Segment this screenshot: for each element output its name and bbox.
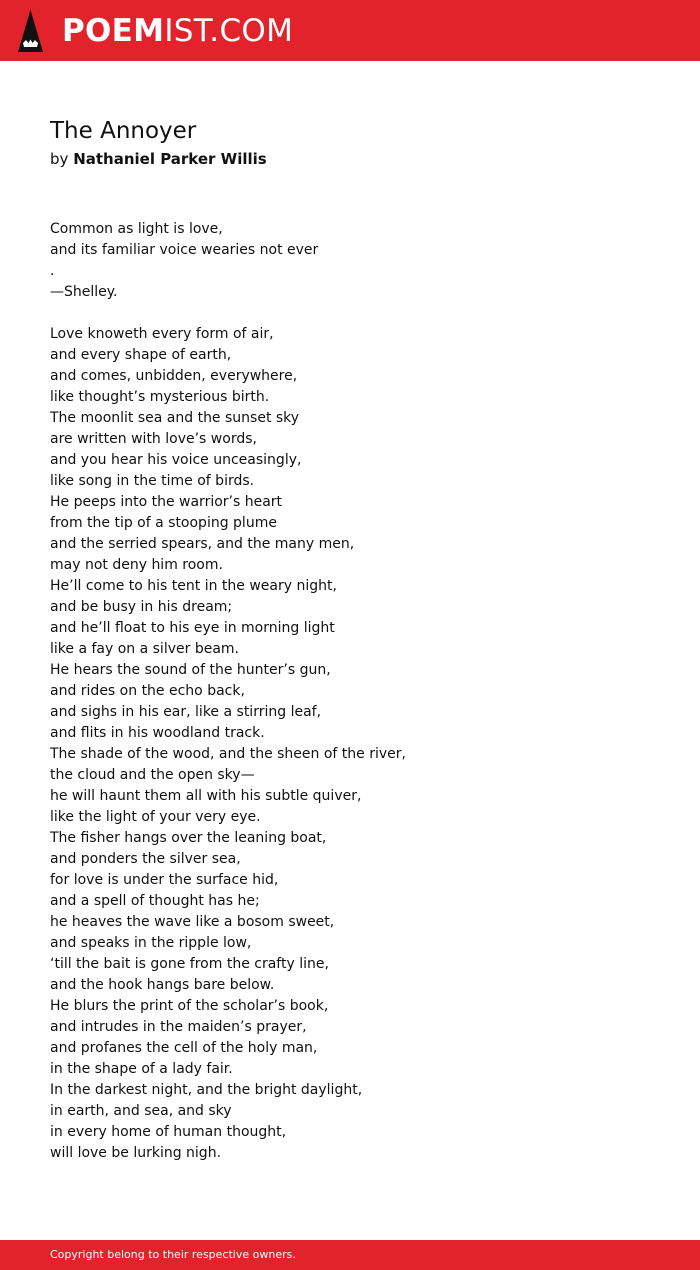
poem-line: and intrudes in the maiden’s prayer, bbox=[50, 1019, 307, 1035]
poem-line: he heaves the wave like a bosom sweet, bbox=[50, 914, 335, 930]
poem-line: like song in the time of birds. bbox=[50, 473, 255, 489]
poem-byline bbox=[50, 148, 267, 170]
poem-body bbox=[50, 219, 670, 1164]
brand-name-bold: POEM bbox=[62, 13, 165, 49]
copyright-text: Copyright belong to their respective owners. bbox=[50, 1248, 296, 1261]
poem-line: and speaks in the ripple low, bbox=[50, 935, 252, 951]
poem-line: from the tip of a stooping plume bbox=[50, 515, 277, 531]
poem-line: The fisher hangs over the leaning boat, bbox=[50, 830, 327, 846]
poem-line: He blurs the print of the scholar’s book, bbox=[50, 998, 329, 1014]
poem-line: like the light of your very eye. bbox=[50, 809, 261, 825]
by-label: by bbox=[50, 150, 69, 168]
poem-line: in earth, and sea, and sky bbox=[50, 1103, 232, 1119]
poem-line: and a spell of thought has he; bbox=[50, 893, 260, 909]
poem-line: The moonlit sea and the sunset sky bbox=[50, 410, 300, 426]
poem-line bbox=[50, 303, 670, 324]
poem-line: and flits in his woodland track. bbox=[50, 725, 265, 741]
poem-line: will love be lurking nigh. bbox=[50, 1145, 222, 1161]
site-logo-link[interactable] bbox=[18, 9, 293, 53]
author-link[interactable]: Nathaniel Parker Willis bbox=[73, 150, 267, 168]
brand-name-light: IST.COM bbox=[164, 13, 294, 49]
poem-line: and profanes the cell of the holy man, bbox=[50, 1040, 318, 1056]
poem-line: He peeps into the warrior’s heart bbox=[50, 494, 283, 510]
poem-line: the cloud and the open sky— bbox=[50, 767, 255, 783]
poem-line: in the shape of a lady fair. bbox=[50, 1061, 233, 1077]
poem-line: In the darkest night, and the bright daylight, bbox=[50, 1082, 363, 1098]
poem-line: Common as light is love, bbox=[50, 221, 223, 237]
site-header bbox=[0, 0, 700, 61]
poem-line: —Shelley. bbox=[50, 284, 118, 300]
poem-line: for love is under the surface hid, bbox=[50, 872, 279, 888]
poem-line: The shade of the wood, and the sheen of the river, bbox=[50, 746, 406, 762]
brand-name bbox=[62, 13, 293, 49]
poem-line: and sighs in his ear, like a stirring leaf, bbox=[50, 704, 322, 720]
poem-line: and you hear his voice unceasingly, bbox=[50, 452, 302, 468]
poem-line: and comes, unbidden, everywhere, bbox=[50, 368, 298, 384]
poem-line: may not deny him room. bbox=[50, 557, 223, 573]
poem-line: and rides on the echo back, bbox=[50, 683, 245, 699]
poem-line: He’ll come to his tent in the weary night, bbox=[50, 578, 337, 594]
poem-line: . bbox=[50, 263, 55, 279]
poem-line: he will haunt them all with his subtle quiver, bbox=[50, 788, 362, 804]
poem-line: are written with love’s words, bbox=[50, 431, 257, 447]
site-footer bbox=[0, 1240, 700, 1270]
poem-line: like thought’s mysterious birth. bbox=[50, 389, 270, 405]
pencil-icon bbox=[18, 10, 43, 52]
poem-line: He hears the sound of the hunter’s gun, bbox=[50, 662, 331, 678]
poem-line: and he’ll float to his eye in morning light bbox=[50, 620, 335, 636]
poem-line: and the serried spears, and the many men, bbox=[50, 536, 355, 552]
poem-line: and be busy in his dream; bbox=[50, 599, 233, 615]
poem-line: in every home of human thought, bbox=[50, 1124, 287, 1140]
poem-line: and ponders the silver sea, bbox=[50, 851, 241, 867]
poem-line: ‘till the bait is gone from the crafty line, bbox=[50, 956, 329, 972]
poem-line: and every shape of earth, bbox=[50, 347, 232, 363]
poem-title: The Annoyer bbox=[50, 118, 197, 144]
poem-line: and the hook hangs bare below. bbox=[50, 977, 275, 993]
poem-line: like a fay on a silver beam. bbox=[50, 641, 239, 657]
poem-line: Love knoweth every form of air, bbox=[50, 326, 274, 342]
poem-line: and its familiar voice wearies not ever bbox=[50, 242, 319, 258]
